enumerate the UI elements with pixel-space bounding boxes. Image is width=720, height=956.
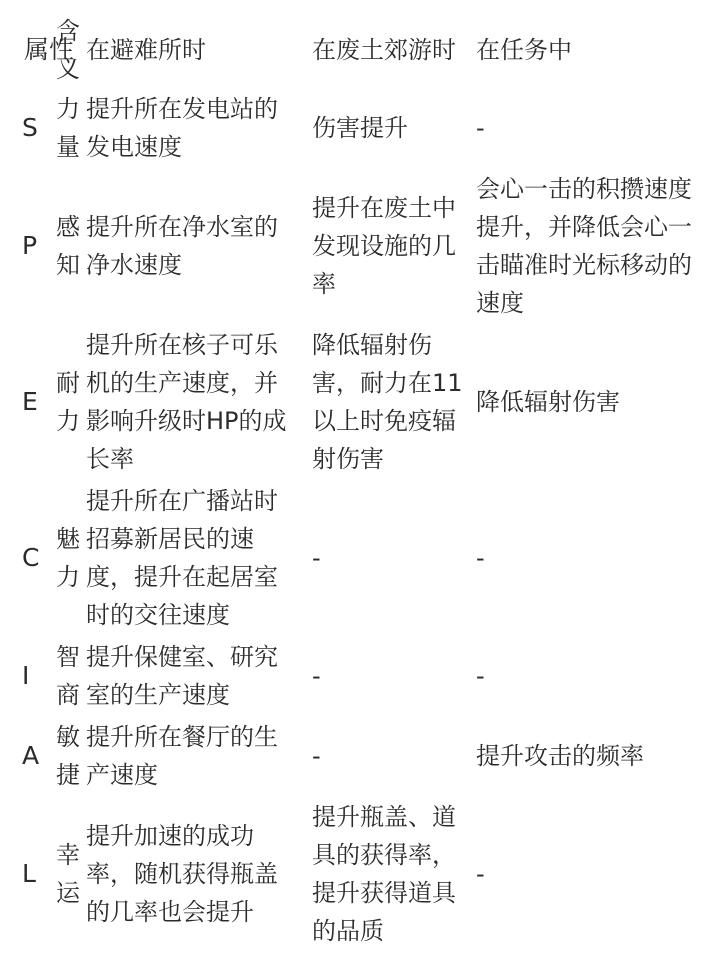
quest-effect: 会心一击的积攒速度提升，并降低会心一击瞄准时光标移动的速度 — [476, 175, 692, 317]
attribute-name: 幸运 — [56, 841, 80, 907]
quest-effect: - — [476, 860, 485, 888]
attribute-key: I — [22, 661, 30, 690]
table-row — [0, 480, 720, 636]
table-row — [0, 324, 720, 480]
header-meaning: 含义 — [56, 17, 80, 83]
quest-effect: - — [476, 544, 485, 572]
table-row — [0, 168, 720, 324]
header-in-shelter: 在避难所时 — [86, 36, 206, 64]
attribute-name: 耐力 — [56, 369, 80, 435]
attribute-name: 力量 — [56, 95, 80, 161]
attribute-key: C — [22, 543, 40, 572]
header-in-wasteland: 在废土郊游时 — [312, 36, 456, 64]
shelter-effect: 提升所在广播站时招募新居民的速度，提升在起居室时的交往速度 — [86, 487, 278, 629]
shelter-effect: 提升所在净水室的净水速度 — [86, 213, 278, 279]
table-row — [0, 88, 720, 168]
table-row — [0, 796, 720, 952]
attribute-key: A — [22, 741, 40, 770]
quest-effect: 降低辐射伤害 — [476, 388, 620, 416]
table-row — [0, 636, 720, 716]
wasteland-effect: 提升在废土中发现设施的几率 — [312, 194, 456, 298]
shelter-effect: 提升所在发电站的发电速度 — [86, 95, 278, 161]
attribute-name: 敏捷 — [56, 723, 80, 789]
wasteland-effect: 降低辐射伤害，耐力在11以上时免疫辐射伤害 — [312, 331, 463, 473]
attribute-name: 智商 — [56, 643, 80, 709]
quest-effect: - — [476, 114, 485, 142]
wasteland-effect: - — [312, 742, 321, 770]
table-row — [0, 716, 720, 796]
special-attributes-table — [0, 12, 720, 952]
attribute-key: S — [22, 113, 38, 142]
attribute-key: E — [22, 387, 38, 416]
attribute-name: 感知 — [56, 213, 80, 279]
table-header-row — [0, 12, 720, 88]
wasteland-effect: - — [312, 544, 321, 572]
shelter-effect: 提升所在餐厅的生产速度 — [86, 723, 278, 789]
wasteland-effect: - — [312, 662, 321, 690]
quest-effect: 提升攻击的频率 — [476, 742, 644, 770]
attribute-key: P — [22, 231, 38, 260]
shelter-effect: 提升加速的成功率，随机获得瓶盖的几率也会提升 — [86, 822, 278, 926]
header-in-quest: 在任务中 — [476, 36, 572, 64]
quest-effect: - — [476, 662, 485, 690]
attribute-name: 魅力 — [56, 525, 80, 591]
wasteland-effect: 伤害提升 — [312, 114, 408, 142]
shelter-effect: 提升保健室、研究室的生产速度 — [86, 643, 278, 709]
wasteland-effect: 提升瓶盖、道具的获得率，提升获得道具的品质 — [312, 803, 456, 945]
attribute-key: L — [22, 859, 36, 888]
header-attribute: 属性 — [24, 35, 75, 64]
shelter-effect: 提升所在核子可乐机的生产速度，并影响升级时HP的成长率 — [86, 331, 287, 473]
